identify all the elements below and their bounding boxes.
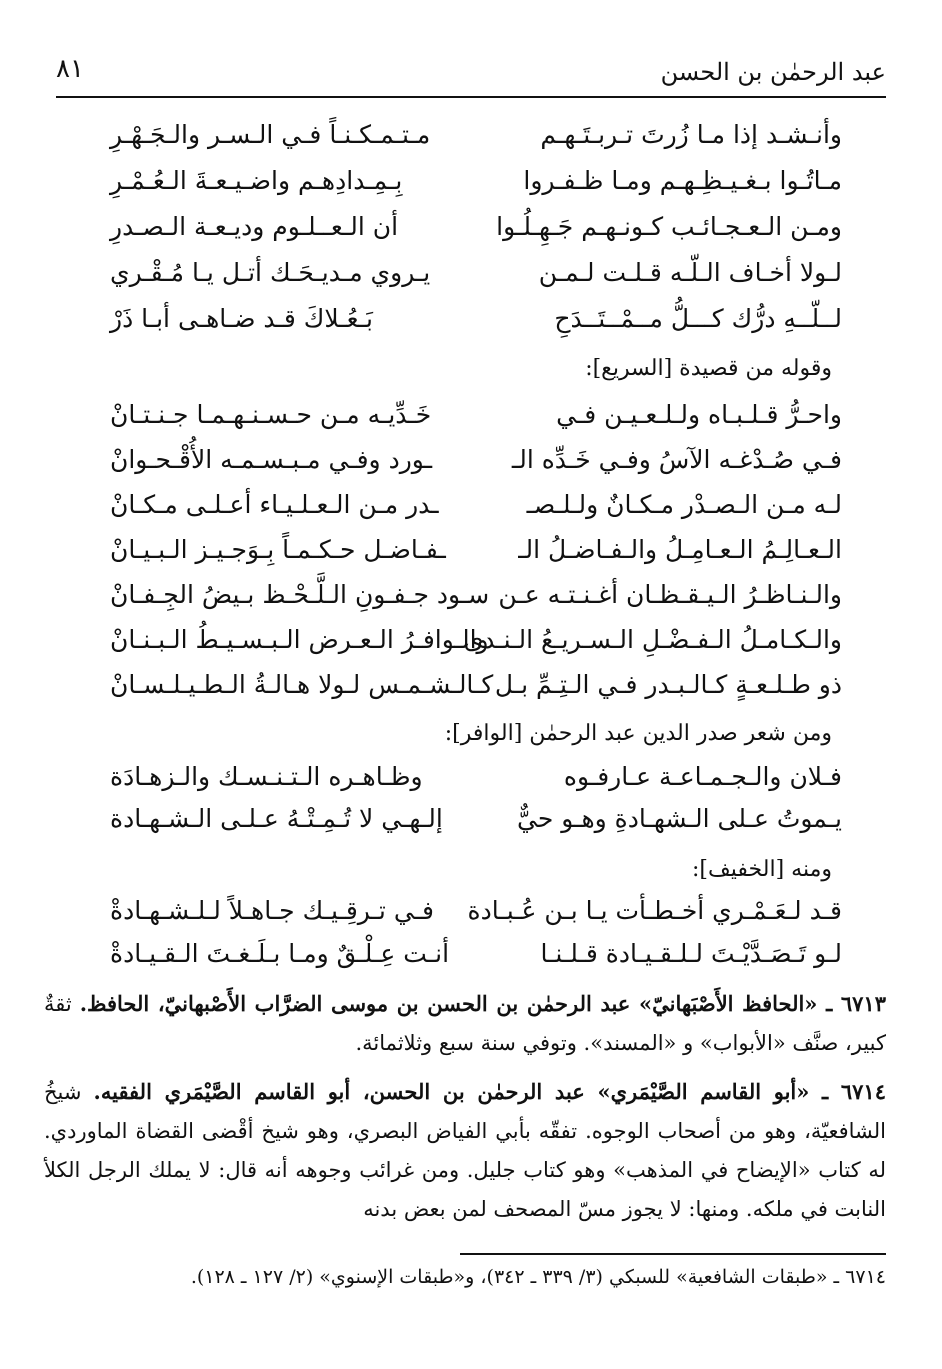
verse-second-hemistich: يـروي مـديـحَـك أتـل يـا مُـقْـري [110, 258, 431, 287]
verse-second-hemistich: ـفـاضـل حـكـمـاً بِـوَجـيـز الـبـيـانْ [110, 535, 446, 564]
verse-first-hemistich: قـد لـعَـمْـري أخـطـأت يـا بـن عُـبـادة [467, 896, 842, 925]
verse-first-hemistich: ذو طـلـعـةٍ كـالـبـدر فـي الـتِـمِّ بـل [494, 670, 842, 699]
page-number: ٨١ [56, 54, 84, 84]
verse-first-hemistich: لـو تَـصَـدَّيْـتَ لـلـقـيـادة قـلـنـا [540, 939, 842, 968]
verse-line [110, 535, 842, 581]
verse-line [110, 212, 842, 258]
entry-heading: ٦٧١٣ ـ «الحافظ الأَصْبَهانيّ» عبد الرحمٰن بن الحسن بن موسى الضرَّاب الأَصْبهانيّ، الحافظ. [79, 991, 886, 1016]
verse-line [110, 804, 842, 850]
verse-second-hemistich: خَـدِّيـه مـن حـسـنـهـمـا جـنـتـانْ [110, 400, 432, 429]
verse-first-hemistich: والـنـاظـرُ الـيـقـظـان أغـنـتـه عـن [498, 580, 842, 609]
verse-first-hemistich: واحـرُّ قـلـبـاه ولـلـعـيـن فـي [556, 400, 842, 429]
verse-second-hemistich: وظـاهـره الـتـنـسـك والـزهـادَة [110, 762, 423, 791]
footnote: ٦٧١٤ ـ «طبقات الشافعية» للسبكي (٣/ ٣٣٩ ـ ٣٤٢)، و«طبقات الإسنوي» (٢/ ١٢٧ ـ ١٢٨). [190, 1266, 886, 1288]
entry-6714 [44, 1072, 886, 1229]
verse-line [110, 580, 842, 626]
page-header [56, 50, 886, 98]
entry-text: ثقةٌ كبير، صنَّف «الأبواب» و «المسند». وتوفي سنة سبع وثلاثمائة. [44, 992, 886, 1055]
entry-text: شيخُ الشافعيّة، وهو من أصحاب الوجوه. تفقّه بأبي الفياض البصري، وهو شيخ أقْضى القضاة الماوردي. له كتاب «الإيضاح في المذهب» وهو كتاب جليل. ومن غرائب وجوهه أنه قال: لا يملك الرجل الكلأ النابت في ملكه. ومنها: لا يجوز مسّ المصحف لمن بعض بدنه [44, 1080, 886, 1221]
verse-second-hemistich: والـوافـرُ الـعـرض الـبـسـيـطُ الـبـنـانْ [110, 625, 489, 654]
verse-first-hemistich: ومـن الـعـجـائـب كـونـهـم جَـهِـلُـوا [496, 212, 842, 241]
verse-first-hemistich: فـلان والـجـمـاعـة عـارفـوه [563, 762, 842, 791]
verse-line [110, 166, 842, 212]
verse-first-hemistich: لـه مـن الـصـدْر مـكـانٌ ولـلـصـ [526, 490, 842, 519]
verse-second-hemistich: فـي تـرقِـيـك جـاهـلاً لـلـشـهـادةْ [110, 896, 434, 925]
verse-line [110, 762, 842, 808]
verse-line [110, 400, 842, 446]
verse-line [110, 939, 842, 985]
poem-intro: وقوله من قصيدة [السريع]: [585, 356, 832, 381]
verse-second-hemistich: أن الـعــلـوم وديـعـة الـصـدرِ [110, 212, 399, 241]
verse-second-hemistich: أنـت عِـلْـقٌ ومـا بـلَـغـتَ الـقـيـادةْ [110, 939, 450, 968]
verse-second-hemistich: سـود جـفـونِ الـلَّـحْـظ بـيضُ الجِـفـانْ [110, 580, 490, 609]
verse-first-hemistich: لــلّــهِ درُّك كـــلُّ مــمْــتَــدَحِ [554, 304, 842, 333]
footnote-separator [460, 1253, 886, 1255]
verse-first-hemistich: مـاتُـوا بـغـيـظِـهـم ومـا ظـفـروا [523, 166, 842, 195]
verse-second-hemistich: مـتـمـكـنـاً فـي الـسـر والـجَـهْـرِ [110, 120, 431, 149]
verse-line [110, 896, 842, 942]
verse-first-hemistich: لـولا أخـاف الـلّـه قـلـت لـمـن [538, 258, 842, 287]
verse-second-hemistich: ـدر مـن الـعـلـيـاء أعـلـى مـكـانْ [110, 490, 439, 519]
verse-line [110, 120, 842, 166]
verse-first-hemistich: والـكـامـلُ الـفـضْـلِ الـسـريـعُ الـنـدى [463, 625, 842, 654]
poem-intro: ومنه [الخفيف]: [692, 857, 832, 882]
verse-second-hemistich: بِـمِـدادِهـم واضـيـعـةَ الـعُـمْـرِ [110, 166, 403, 195]
verse-first-hemistich: يـموتُ عـلى الـشهـادةِ وهـو حيٌّ [517, 804, 842, 833]
verse-line [110, 670, 842, 716]
verse-line [110, 304, 842, 350]
verse-first-hemistich: وأنـشـد إذا مـا زُرتَ تـربـتَـهـم [540, 120, 842, 149]
entry-6713 [44, 984, 886, 1063]
verse-second-hemistich: بَـعُـلاكَ قـد ضـاهـى أبـا ذَرْ [110, 304, 373, 333]
verse-line [110, 258, 842, 304]
entry-heading: ٦٧١٤ ـ «أبو القاسم الصَّيْمَري» عبد الرحمٰن بن الحسن، أبو القاسم الصَّيْمَري الفقيه. [93, 1079, 886, 1104]
verse-second-hemistich: ـورد وفـي مـبـسـمـه الأُقْـحـوانْ [110, 445, 433, 474]
verse-line [110, 625, 842, 671]
running-title: عبد الرحمٰن بن الحسن [660, 58, 886, 86]
verse-first-hemistich: الـعـالِـمُ الـعـامِـلُ والـفـاضـلُ الـ [518, 535, 842, 564]
verse-second-hemistich: كـالـشـمـس لـولا هـالـةُ الـطـيـلـسـانْ [110, 670, 494, 699]
poem-intro: ومن شعر صدر الدين عبد الرحمٰن [الوافر]: [444, 721, 832, 746]
verse-line [110, 490, 842, 536]
verse-second-hemistich: إلـهـي لا تُـمِـتْـهُ عـلـى الـشـهـادة [110, 804, 443, 833]
verse-first-hemistich: فـي صُـدْغـه الآسُ وفـي خَـدِّه الـ [511, 445, 842, 474]
verse-line [110, 445, 842, 491]
